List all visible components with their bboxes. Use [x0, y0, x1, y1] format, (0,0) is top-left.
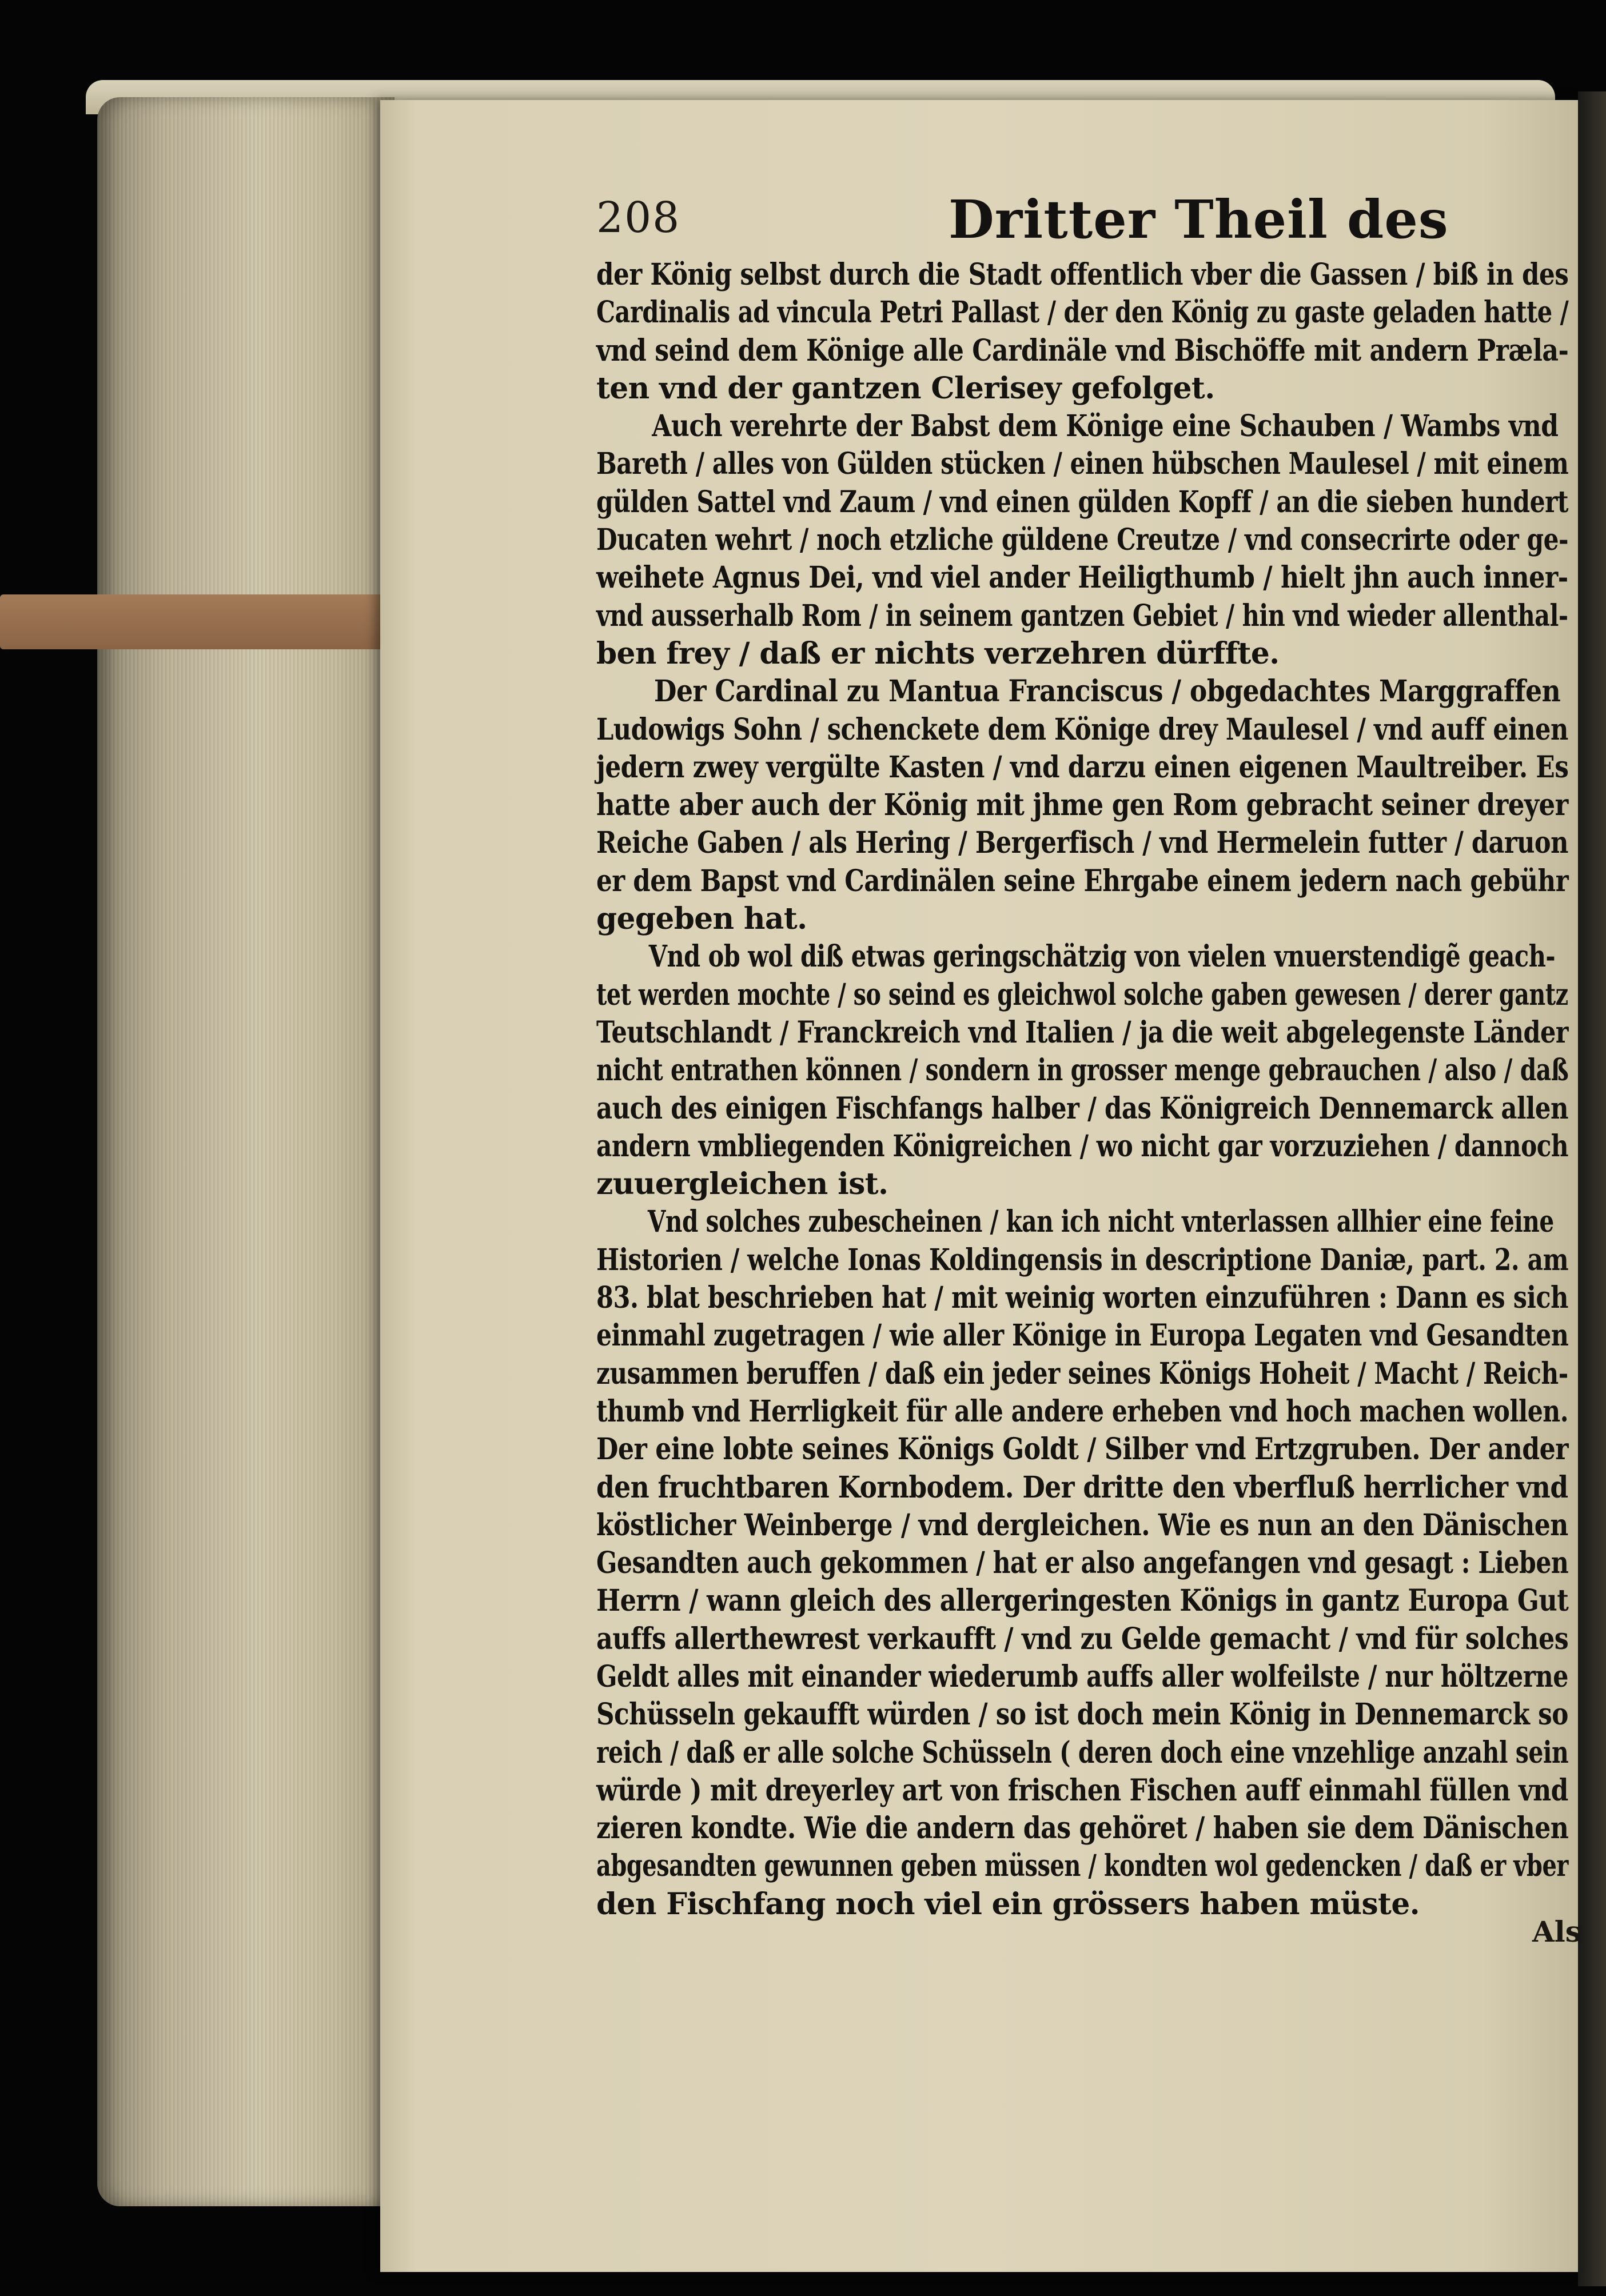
paragraph-start-line: Auch verehrte der Babst dem Könige eine Schauben / Wambs vnd — [652, 409, 1559, 444]
text-line: Herrn / wann gleich des allergeringesten Königs in gantz Europa Gut — [596, 1583, 1569, 1619]
text-line: Ludowigs Sohn / schenckete dem Könige drey Maulesel / vnd auff einen — [596, 712, 1568, 747]
text-line: Cardinalis ad vincula Petri Pallast / der den König zu gaste geladen hatte / — [596, 295, 1569, 330]
text-line: Historien / welche Ionas Koldingensis in descriptione Daniæ, part. 2. am — [596, 1242, 1569, 1277]
text-line: hatte aber auch der König mit jhme gen Rom gebracht seiner dreyer — [596, 788, 1568, 823]
page-number: 208 — [596, 193, 681, 242]
text-line: Teutschlandt / Franckreich vnd Italien / ja die weit abgelegenste Länder — [596, 1015, 1569, 1050]
text-line: jedern zwey vergülte Kasten / vnd darzu einen eigenen Maultreiber. Es — [596, 749, 1569, 785]
text-line: einmahl zugetragen / wie aller Könige in Europa Legaten vnd Gesandten — [596, 1318, 1569, 1353]
catchword: Als — [1532, 1915, 1581, 1948]
text-line: er dem Bapst vnd Cardinälen seine Ehrgabe einem jedern nach gebühr — [596, 863, 1569, 899]
running-head: Dritter Theil des — [949, 189, 1449, 250]
text-line: ben frey / daß er nichts verzehren dürffte. — [596, 636, 1280, 671]
text-line: auch des einigen Fischfangs halber / das Königreich Dennemarck allen — [596, 1091, 1569, 1126]
text-line: den Fischfang noch viel ein grössers haben müste. — [596, 1886, 1420, 1922]
text-line: auffs allerthewrest verkaufft / vnd zu Gelde gemacht / vnd für solches — [596, 1621, 1569, 1656]
facing-page-edge — [1578, 91, 1606, 2286]
text-line: abgesandten gewunnen geben müssen / kondten wol gedencken / daß er vber — [596, 1848, 1568, 1884]
text-line: der König selbst durch die Stadt offentlich vber die Gassen / biß in des — [596, 257, 1569, 292]
text-line: köstlicher Weinberge / vnd dergleichen. Wie es nun an den Dänischen — [596, 1507, 1568, 1543]
text-line: Ducaten wehrt / noch etzliche güldene Creutze / vnd consecrirte oder ge- — [596, 522, 1569, 558]
text-line — [596, 1923, 1568, 1961]
text-line: zieren kondte. Wie die andern das gehöret / haben sie dem Dänischen — [596, 1811, 1569, 1846]
text-line: nicht entrathen können / sondern in grosser menge gebrauchen / also / daß — [596, 1053, 1569, 1088]
text-line: weihete Agnus Dei, vnd viel ander Heiligthumb / hielt jhn auch inner- — [596, 560, 1568, 596]
text-line: vnd seind dem Könige alle Cardinäle vnd Bischöffe mit andern Præla- — [596, 333, 1569, 368]
bookmark-ribbon — [0, 594, 400, 649]
text-line: tet werden mochte / so seind es gleichwol solche gaben gewesen / derer gantz — [596, 977, 1568, 1012]
text-line: 83. blat beschrieben hat / mit weinig worten einzuführen : Dann es sich — [596, 1280, 1568, 1316]
text-line: den fruchtbaren Kornbodem. Der dritte den vberfluß herrlicher vnd — [596, 1470, 1568, 1505]
text-line: Der eine lobte seines Königs Goldt / Silber vnd Ertzgruben. Der ander — [596, 1432, 1569, 1467]
text-line: Reiche Gaben / als Hering / Bergerfisch / vnd Hermelein futter / daruon — [596, 825, 1569, 861]
text-line: thumb vnd Herrligkeit für alle andere erheben vnd hoch machen wollen. — [596, 1393, 1569, 1429]
text-line: zusammen beruffen / daß ein jeder seines Königs Hoheit / Macht / Reich- — [596, 1356, 1568, 1391]
text-line: andern vmbliegenden Königreichen / wo nicht gar vorzuziehen / dannoch — [596, 1128, 1569, 1164]
text-line: würde ) mit dreyerley art von frischen Fischen auff einmahl füllen vnd — [596, 1772, 1568, 1808]
page-header — [596, 189, 1606, 262]
text-line: Gesandten auch gekommen / hat er also angefangen vnd gesagt : Lieben — [596, 1546, 1569, 1581]
text-line: Geldt alles mit einander wiederumb auffs aller wolfeilste / nur höltzerne — [596, 1659, 1568, 1694]
paragraph-start-line: Vnd solches zubescheinen / kan ich nicht vnterlassen allhier eine feine — [647, 1204, 1554, 1240]
text-line: reich / daß er alle solche Schüsseln ( deren doch eine vnzehlige anzahl sein — [596, 1735, 1569, 1770]
text-line: Schüsseln gekaufft würden / so ist doch mein König in Dennemarck so — [596, 1697, 1568, 1732]
text-line: gülden Sattel vnd Zaum / vnd einen gülden Kopff / an die sieben hundert — [596, 484, 1569, 520]
body-text — [596, 256, 1574, 1961]
text-line: ten vnd der gantzen Clerisey gefolget. — [596, 370, 1215, 406]
paragraph-start-line: Vnd ob wol diß etwas geringschätzig von vielen vnuerstendigẽ geach- — [648, 939, 1556, 975]
text-line: zuuergleichen ist. — [596, 1167, 888, 1202]
paragraph-start-line: Der Cardinal zu Mantua Franciscus / obgedachtes Marggraffen — [653, 674, 1561, 709]
text-line: gegeben hat. — [596, 901, 807, 937]
text-line: Bareth / alles von Gülden stücken / einen hübschen Maulesel / mit einem — [596, 446, 1569, 482]
text-line: vnd ausserhalb Rom / in seinem gantzen Gebiet / hin vnd wieder allenthal- — [596, 598, 1568, 633]
book-page-edges — [97, 97, 394, 2206]
